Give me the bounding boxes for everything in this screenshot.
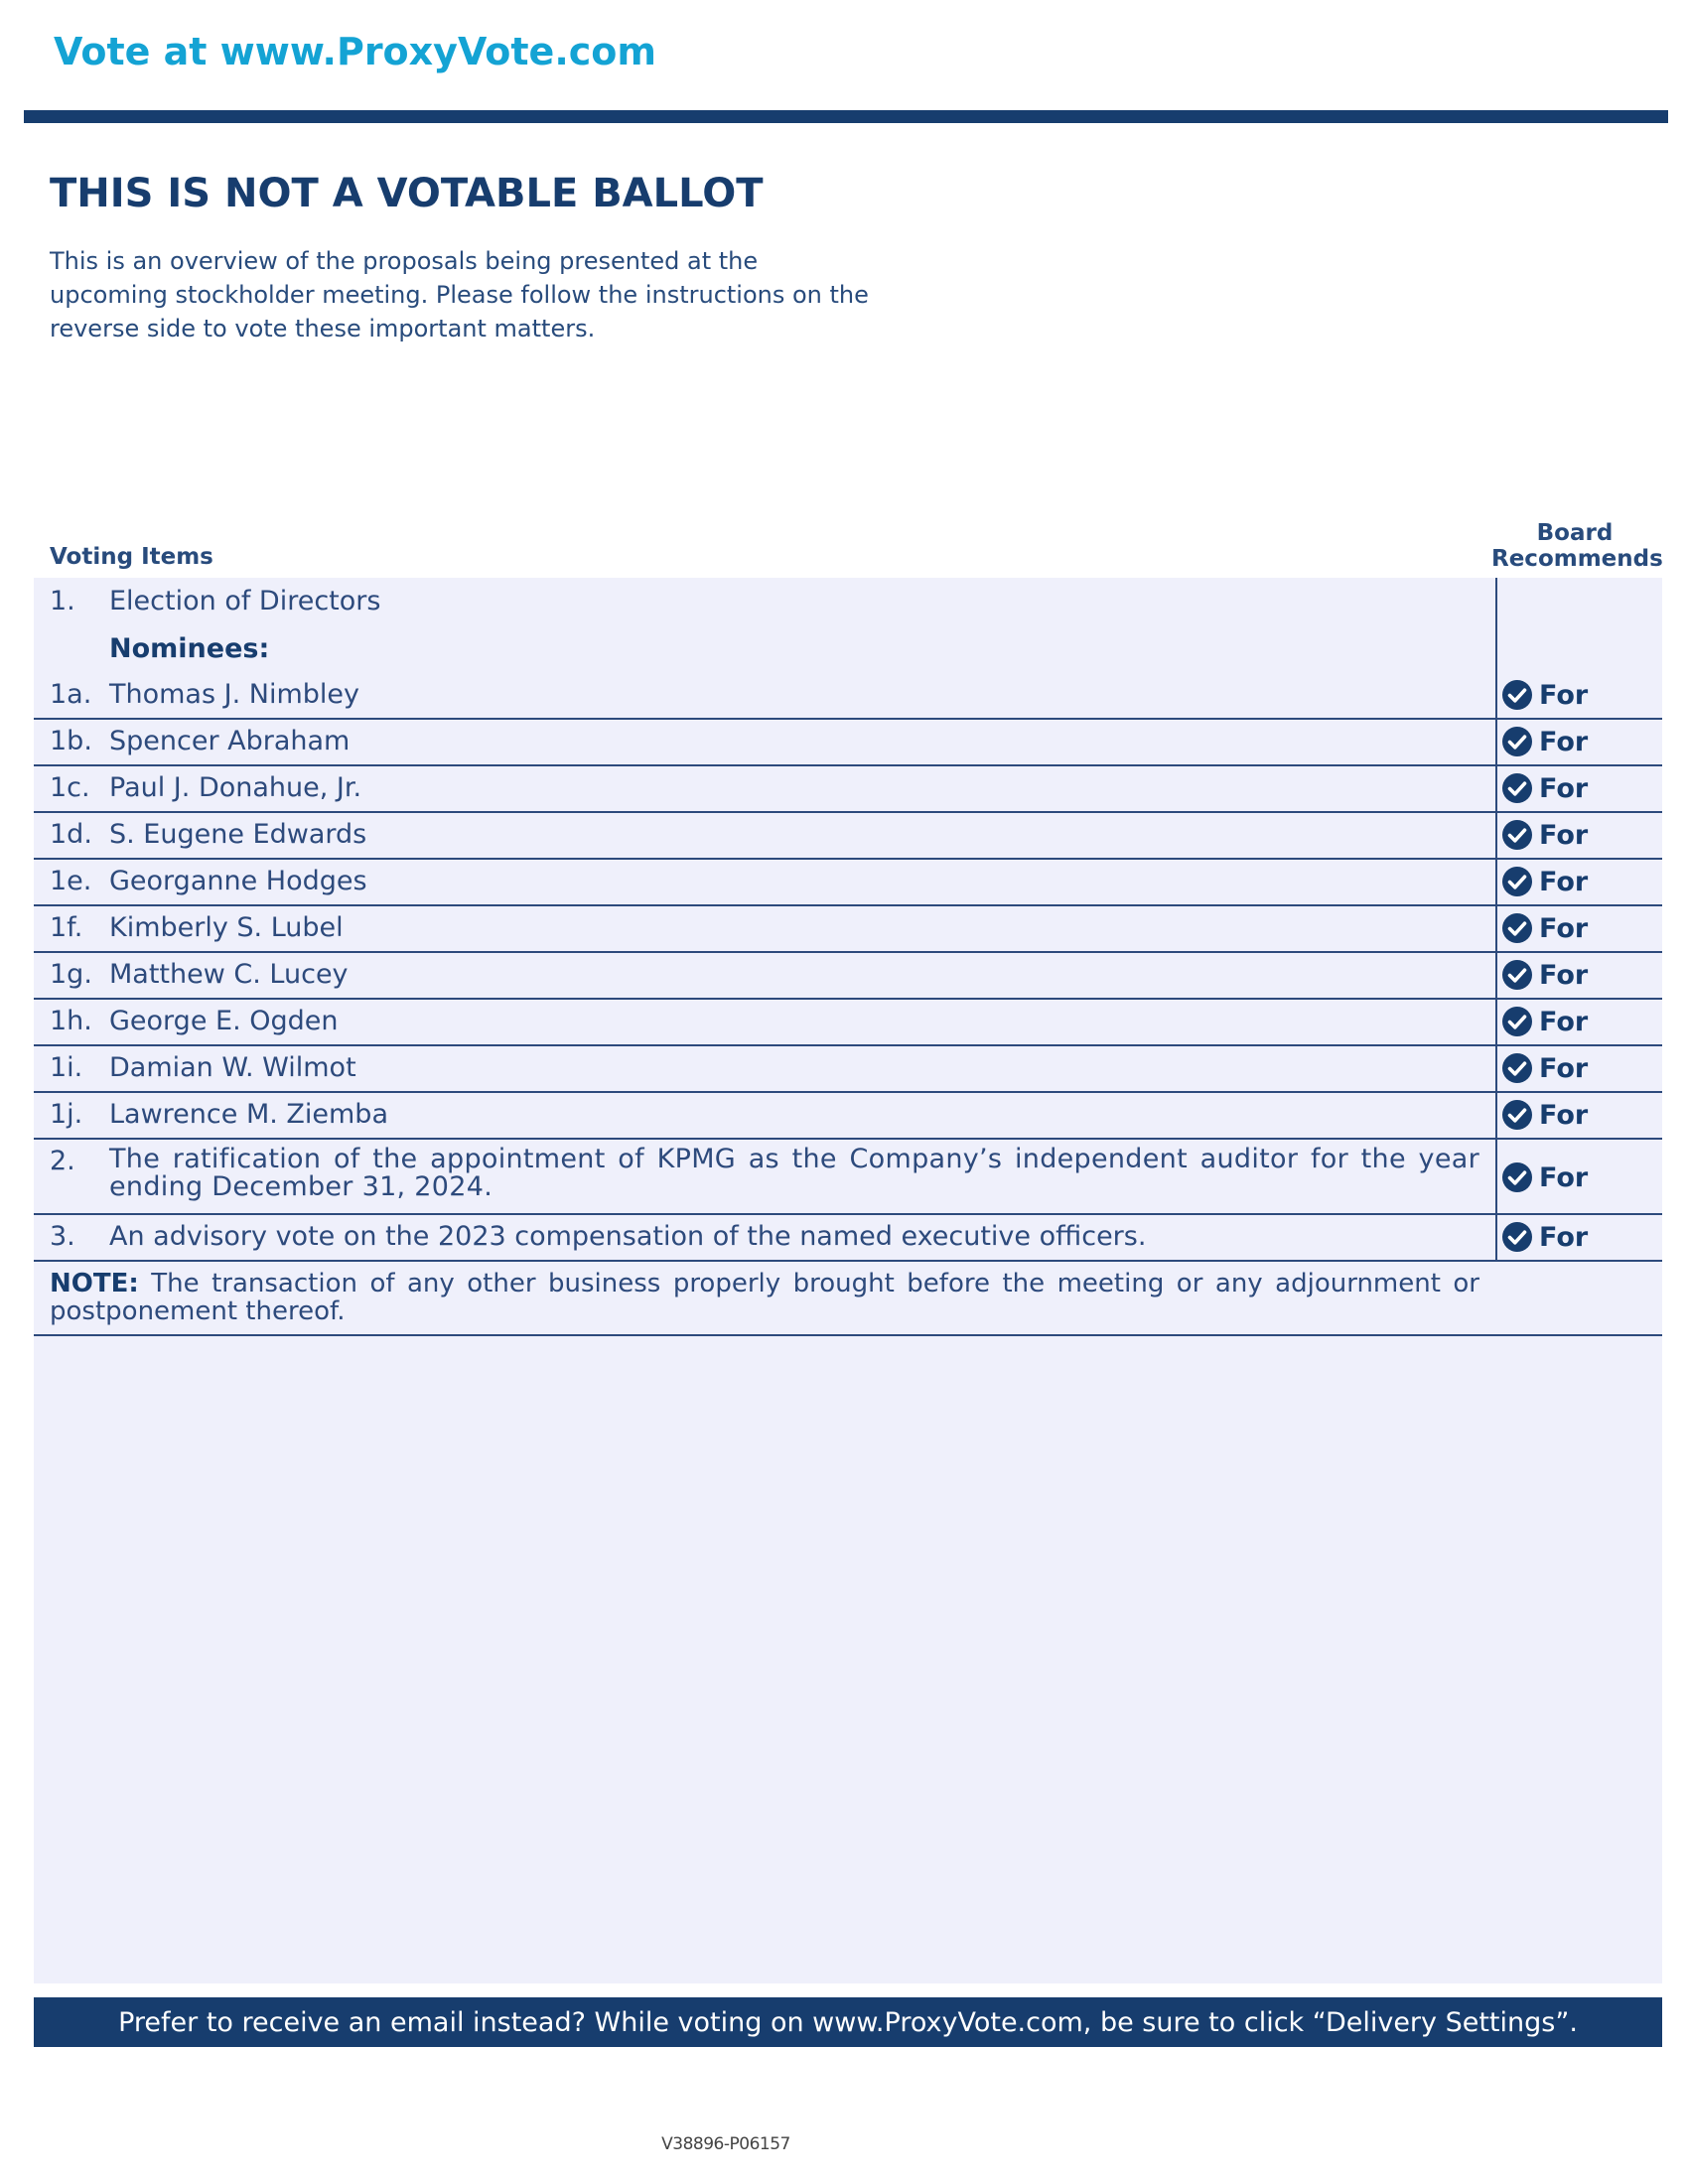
board-recommendation — [1501, 912, 1588, 944]
election-row — [34, 586, 1662, 619]
item-number: 1a. — [50, 679, 92, 710]
recommendation-label: For — [1539, 959, 1589, 991]
note-rule — [34, 1334, 1662, 1336]
board-header-line1: Board — [1536, 520, 1614, 546]
proposal-text: The ratification of the appointment of KPMG as the Company’s independent auditor for the year ending December 31, 2024. — [109, 1144, 1479, 1202]
delivery-settings-banner: Prefer to receive an email instead? While voting on www.ProxyVote.com, be sure to click “Delivery Settings”. — [34, 1997, 1662, 2047]
header-title: Vote at www.ProxyVote.com — [54, 30, 656, 73]
nominee-name: Thomas J. Nimbley — [109, 679, 359, 710]
board-recommendation — [1501, 726, 1588, 757]
nominee-name: Kimberly S. Lubel — [109, 912, 344, 943]
nominees-label: Nominees: — [109, 633, 270, 664]
nominee-name: Paul J. Donahue, Jr. — [109, 772, 362, 803]
nominee-name: George E. Ogden — [109, 1006, 339, 1036]
note-text: The transaction of any other business properly brought before the meeting or any adjournment or postponement thereof. — [50, 1269, 1479, 1326]
recommendation-label: For — [1539, 866, 1589, 897]
recommendation-label: For — [1539, 819, 1589, 851]
recommendation-label: For — [1539, 1052, 1589, 1084]
item-number: 3. — [50, 1221, 75, 1252]
board-recommendation — [1501, 1006, 1588, 1037]
table-row — [34, 819, 1662, 860]
item-number: 1i. — [50, 1052, 83, 1083]
nominee-name: Lawrence M. Ziemba — [109, 1099, 388, 1130]
check-circle-icon — [1501, 959, 1533, 991]
check-circle-icon — [1501, 866, 1533, 897]
nominee-name: S. Eugene Edwards — [109, 819, 367, 850]
item-number: 1d. — [50, 819, 92, 850]
table-row — [34, 1099, 1662, 1140]
header-rule — [24, 110, 1668, 123]
item-number: 2. — [50, 1146, 75, 1176]
intro-text: This is an overview of the proposals being presented at the upcoming stockholder meeting. Please follow the instructions on the reverse side to vote these important matters. — [50, 247, 869, 342]
voting-items-header: Voting Items — [50, 544, 213, 570]
table-row — [34, 866, 1662, 906]
recommendation-label: For — [1539, 772, 1589, 804]
board-recommendation — [1501, 866, 1588, 897]
board-recommendation — [1501, 959, 1588, 991]
item-number: 1c. — [50, 772, 90, 803]
item-label: Election of Directors — [109, 586, 381, 616]
check-circle-icon — [1501, 819, 1533, 851]
table-row — [34, 772, 1662, 813]
nominee-name: Georganne Hodges — [109, 866, 367, 896]
item-number: 1g. — [50, 959, 92, 990]
board-recommendation — [1501, 1052, 1588, 1084]
table-row — [34, 1006, 1662, 1046]
nominees-label-row — [34, 633, 1662, 667]
item-number: 1j. — [50, 1099, 83, 1130]
document-code: V38896-P06157 — [661, 2134, 790, 2154]
item-number: 1e. — [50, 866, 92, 896]
table-row — [34, 912, 1662, 953]
item-number: 1h. — [50, 1006, 92, 1036]
item-number: 1f. — [50, 912, 83, 943]
check-circle-icon — [1501, 726, 1533, 757]
check-circle-icon — [1501, 1161, 1533, 1193]
board-recommendation — [1501, 1161, 1588, 1193]
check-circle-icon — [1501, 1221, 1533, 1253]
ballot-heading: THIS IS NOT A VOTABLE BALLOT — [50, 171, 764, 216]
table-row — [34, 1221, 1662, 1262]
recommendation-label: For — [1539, 1099, 1589, 1131]
board-recommendation — [1501, 819, 1588, 851]
check-circle-icon — [1501, 1006, 1533, 1037]
board-header-line2: Recommends — [1491, 546, 1663, 572]
recommendation-label: For — [1539, 1161, 1589, 1193]
proposal-text: An advisory vote on the 2023 compensation of the named executive officers. — [109, 1221, 1147, 1252]
note-label: NOTE: — [50, 1269, 139, 1298]
recommendation-label: For — [1539, 679, 1589, 711]
board-recommendation — [1501, 679, 1588, 711]
table-row — [34, 679, 1662, 720]
board-recommendation — [1501, 1221, 1588, 1253]
nominee-name: Spencer Abraham — [109, 726, 351, 756]
nominee-name: Matthew C. Lucey — [109, 959, 349, 990]
item-number: 1. — [50, 586, 75, 616]
recommendation-label: For — [1539, 1006, 1589, 1037]
recommendation-label: For — [1539, 1221, 1589, 1253]
table-row — [34, 726, 1662, 766]
check-circle-icon — [1501, 1099, 1533, 1131]
check-circle-icon — [1501, 679, 1533, 711]
item-number: 1b. — [50, 726, 92, 756]
check-circle-icon — [1501, 912, 1533, 944]
note — [50, 1270, 1479, 1325]
recommendation-label: For — [1539, 726, 1589, 757]
check-circle-icon — [1501, 772, 1533, 804]
table-row — [34, 959, 1662, 1000]
check-circle-icon — [1501, 1052, 1533, 1084]
board-recommendation — [1501, 1099, 1588, 1131]
board-recommends-header — [1491, 520, 1663, 572]
board-recommendation — [1501, 772, 1588, 804]
recommendation-label: For — [1539, 912, 1589, 944]
table-row — [34, 1146, 1662, 1215]
nominee-name: Damian W. Wilmot — [109, 1052, 356, 1083]
table-row — [34, 1052, 1662, 1093]
